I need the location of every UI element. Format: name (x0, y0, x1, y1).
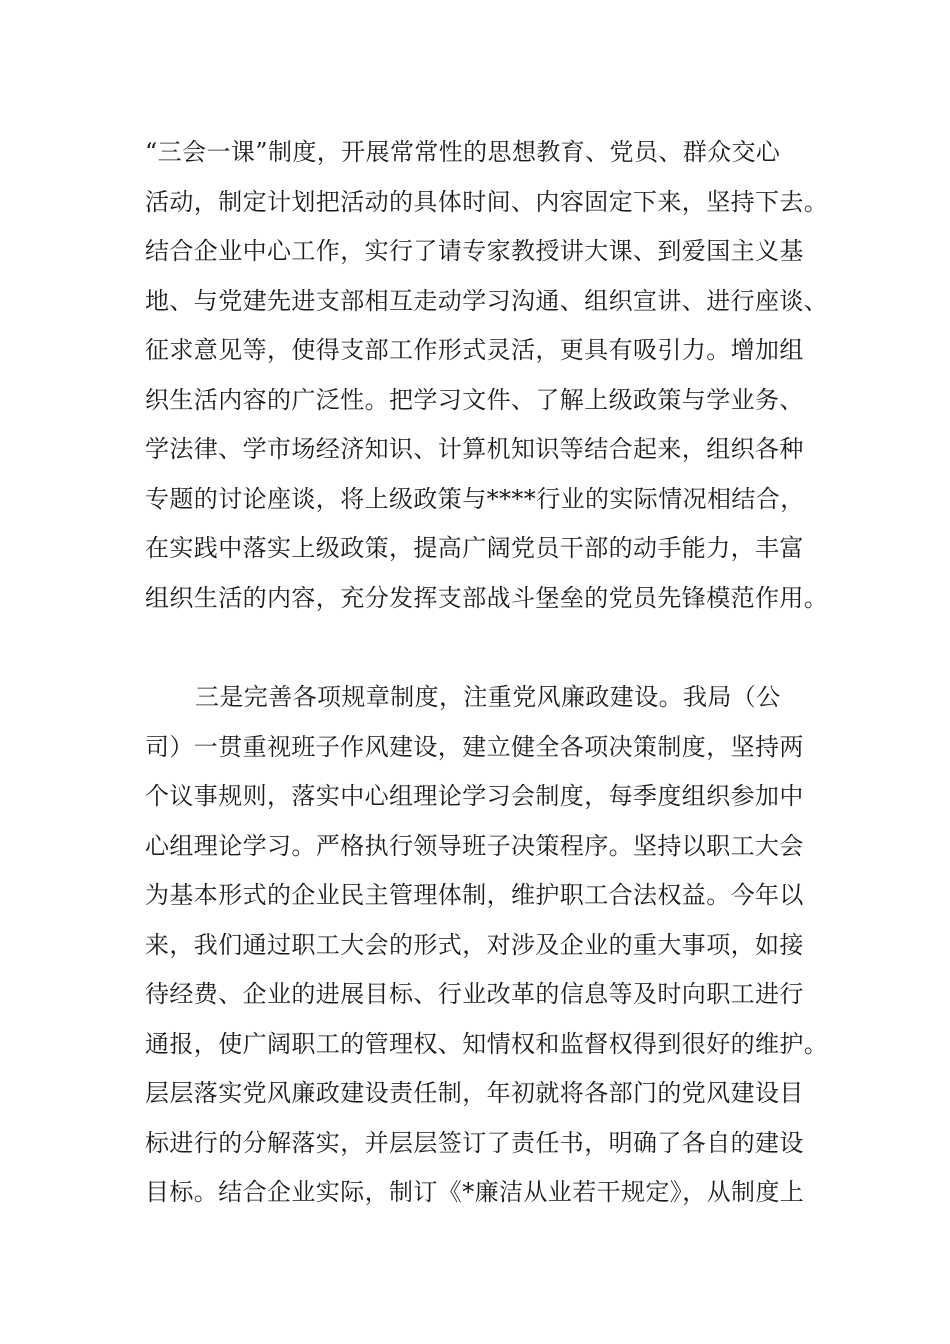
text-line: 结合企业中心工作，实行了请专家教授讲大课、到爱国主义基 (145, 237, 804, 265)
text-line: 通报，使广阔职工的管理权、知情权和监督权得到很好的维护。 (145, 1030, 829, 1058)
text-line: 征求意见等，使得支部工作形式灵活，更具有吸引力。增加组 (145, 336, 804, 364)
text-line: 织生活内容的广泛性。把学习文件、了解上级政策与学业务、 (145, 386, 804, 414)
text-line: 为基本形式的企业民主管理体制，维护职工合法权益。今年以 (145, 881, 804, 909)
text-line: 层层落实党风廉政建设责任制，年初就将各部门的党风建设目 (145, 1079, 804, 1107)
text-line: 待经费、企业的进展目标、行业改革的信息等及时向职工进行 (145, 980, 804, 1008)
text-line: 活动，制定计划把活动的具体时间、内容固定下来，坚持下去。 (145, 188, 829, 216)
text-line: 个议事规则，落实中心组理论学习会制度，每季度组织参加中 (145, 782, 804, 810)
text-line: 在实践中落实上级政策，提高广阔党员干部的动手能力，丰富 (145, 534, 804, 562)
text-line: 心组理论学习。严格执行领导班子决策程序。坚持以职工大会 (145, 832, 804, 860)
text-line: 地、与党建先进支部相互走动学习沟通、组织宣讲、进行座谈、 (145, 287, 829, 315)
text-line: “三会一课”制度，开展常常性的思想教育、党员、群众交心 (145, 138, 781, 166)
text-line: 目标。结合企业实际，制订《*廉洁从业若干规定》，从制度上 (145, 1178, 805, 1206)
text-line: 司）一贯重视班子作风建设，建立健全各项决策制度，坚持两 (145, 733, 804, 761)
text-line: 组织生活的内容，充分发挥支部战斗堡垒的党员先锋模范作用。 (145, 584, 829, 612)
text-line: 学法律、学市场经济知识、计算机知识等结合起来，组织各种 (145, 435, 804, 463)
text-line: 三是完善各项规章制度，注重党风廉政建设。我局（公 (195, 683, 781, 711)
text-line: 标进行的分解落实，并层层签订了责任书，明确了各自的建设 (145, 1129, 804, 1157)
text-line: 专题的讨论座谈，将上级政策与****行业的实际情况相结合， (145, 485, 805, 513)
text-line: 来，我们通过职工大会的形式，对涉及企业的重大事项，如接 (145, 931, 804, 959)
